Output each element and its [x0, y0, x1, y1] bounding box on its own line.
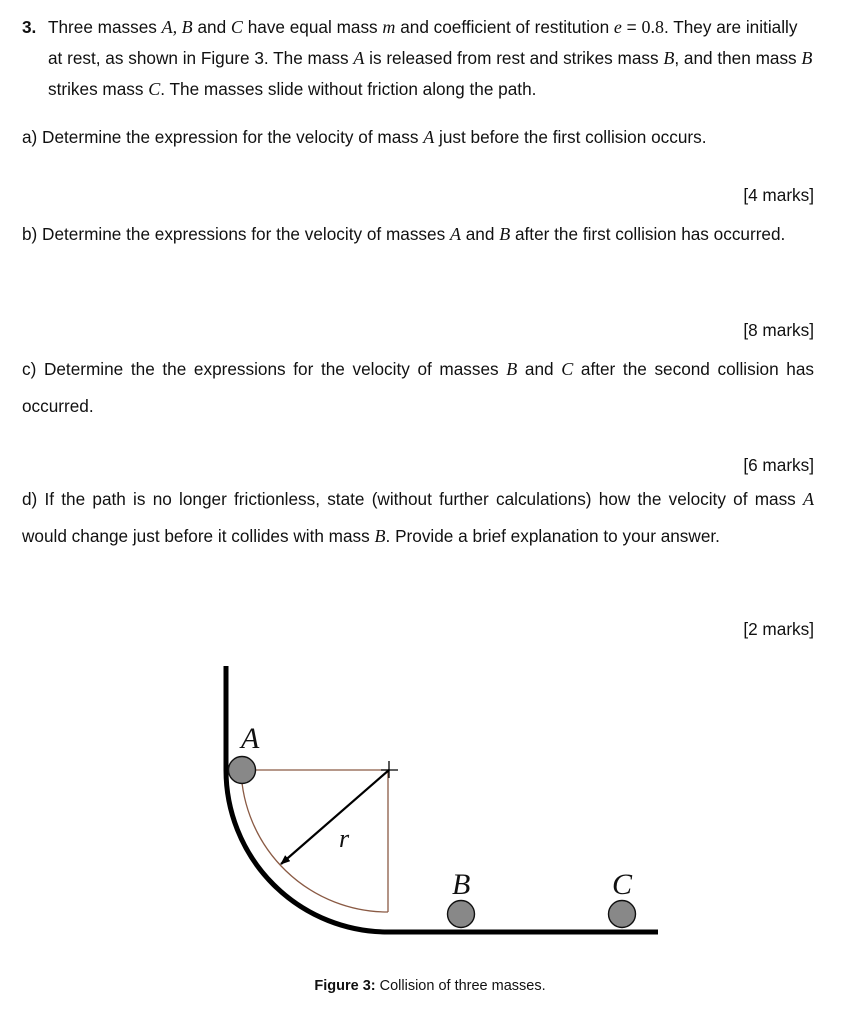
math-symbol: B: [499, 224, 511, 244]
label-b: B: [452, 868, 471, 901]
math-symbol: C: [148, 79, 161, 99]
math-symbol: m: [382, 17, 396, 37]
label-c: C: [612, 868, 633, 901]
math-symbol: e: [613, 17, 622, 37]
part-c-marks: [6 marks]: [743, 455, 814, 475]
figure-caption-label: Figure 3:: [314, 978, 376, 994]
math-symbol: A: [803, 489, 814, 509]
math-symbol: C: [561, 359, 574, 379]
label-r: r: [339, 824, 350, 853]
math-symbol: B: [663, 48, 675, 68]
math-symbol: B: [506, 359, 518, 379]
part-b-text: b) Determine the expressions for the velocity of masses A and B after the first collision has occurred.: [22, 224, 786, 244]
math-symbol: A: [423, 127, 435, 147]
mass-b: [448, 901, 475, 928]
label-a: A: [241, 722, 260, 755]
part-a-text: a) Determine the expression for the velocity of mass A just before the first collision occurs.: [22, 127, 707, 147]
math-number: 0.8: [641, 17, 664, 37]
figure-caption: [0, 978, 856, 994]
math-symbol: B: [374, 526, 386, 546]
track-outer: [226, 666, 658, 932]
math-symbol: B: [801, 48, 813, 68]
figure-caption-text: Collision of three masses.: [375, 978, 546, 994]
math-symbol: A: [353, 48, 365, 68]
part-d-text: d) If the path is no longer frictionless, state (without further calculations) how the velocity of mass A would change just before it collides with mass B. Provide a brief explanation to your answer.: [22, 489, 814, 546]
part-b-marks: [8 marks]: [743, 320, 814, 340]
math-symbol: A, B: [161, 17, 193, 37]
radius-arrow: [281, 770, 389, 864]
math-symbol: C: [230, 17, 243, 37]
part-a-marks: [4 marks]: [743, 185, 814, 205]
math-symbol: A: [449, 224, 461, 244]
mass-a: [229, 757, 256, 784]
question-intro-text: Three masses A, B and C have equal mass m and coefficient of restitution e = 0.8. They are initially at rest, as shown in Figure 3. The mass A is released from rest and strikes mass B, and then mass B strikes mass C. The masses slide without friction along the path.: [48, 17, 813, 99]
part-c-text: c) Determine the the expressions for the velocity of masses B and C after the second collision has occurred.: [22, 359, 814, 416]
part-d-marks: [2 marks]: [743, 619, 814, 639]
question-number: 3.: [22, 17, 37, 37]
mass-c: [609, 901, 636, 928]
